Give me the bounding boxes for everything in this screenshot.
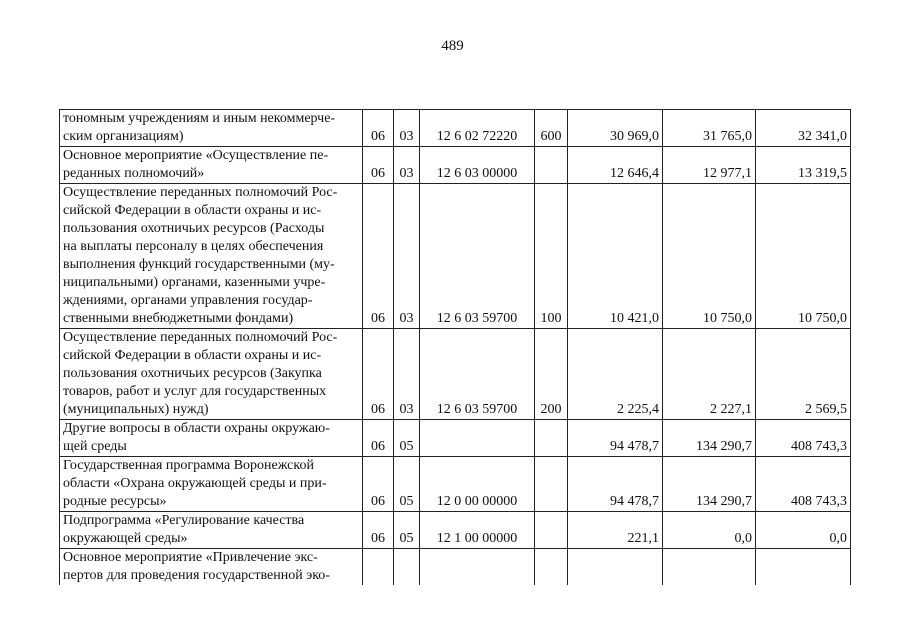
description-line: Основное мероприятие «Привлечение экс- — [63, 550, 318, 565]
table-row — [60, 110, 851, 147]
table-row — [60, 147, 851, 184]
description-line: пользования охотничьих ресурсов (Закупка — [63, 366, 322, 381]
amount-year3-cell: 408 743,3 — [756, 420, 851, 457]
amount-year1-cell: 12 646,4 — [568, 147, 663, 184]
target-article-cell: 12 6 02 72220 — [420, 110, 535, 147]
table-row-partial — [60, 549, 851, 586]
table-row — [60, 329, 851, 420]
target-article-cell: 12 6 03 00000 — [420, 147, 535, 184]
amount-year2-cell — [663, 549, 756, 586]
subsection-code-cell: 05 — [394, 420, 420, 457]
description-line: Другие вопросы в области охраны окружаю- — [63, 421, 330, 436]
target-article-cell: 12 6 03 59700 — [420, 184, 535, 329]
amount-year3-cell: 13 319,5 — [756, 147, 851, 184]
amount-year2-cell: 10 750,0 — [663, 184, 756, 329]
expense-type-cell: 100 — [535, 184, 568, 329]
item-name-cell — [60, 457, 363, 512]
amount-year1-cell: 221,1 — [568, 512, 663, 549]
subsection-code-cell — [394, 549, 420, 586]
amount-year1-cell: 94 478,7 — [568, 457, 663, 512]
description-line: Государственная программа Воронежской — [63, 458, 314, 473]
amount-year1-cell: 94 478,7 — [568, 420, 663, 457]
section-code-cell: 06 — [363, 147, 394, 184]
description-line: ждениями, органами управления государ- — [63, 293, 313, 308]
description-line: сийской Федерации в области охраны и ис- — [63, 348, 322, 363]
description-line: Осуществление переданных полномочий Рос- — [63, 185, 338, 200]
amount-year2-cell: 0,0 — [663, 512, 756, 549]
description-line: Осуществление переданных полномочий Рос- — [63, 330, 338, 345]
section-code-cell — [363, 549, 394, 586]
subsection-code-cell: 05 — [394, 457, 420, 512]
expense-type-cell — [535, 420, 568, 457]
description-line: пользования охотничьих ресурсов (Расходы — [63, 221, 325, 236]
section-code-cell: 06 — [363, 457, 394, 512]
item-name-cell — [60, 420, 363, 457]
description-line: сийской Федерации в области охраны и ис- — [63, 203, 322, 218]
amount-year2-cell: 134 290,7 — [663, 457, 756, 512]
amount-year1-cell — [568, 549, 663, 586]
description-line: реданных полномочий» — [63, 166, 205, 181]
subsection-code-cell: 03 — [394, 329, 420, 420]
target-article-cell: 12 6 03 59700 — [420, 329, 535, 420]
amount-year1-cell: 2 225,4 — [568, 329, 663, 420]
item-name-cell — [60, 549, 363, 586]
item-name-cell — [60, 110, 363, 147]
amount-year3-cell: 408 743,3 — [756, 457, 851, 512]
item-name-cell — [60, 512, 363, 549]
table-row — [60, 457, 851, 512]
description-line: щей среды — [63, 439, 127, 454]
amount-year2-cell: 134 290,7 — [663, 420, 756, 457]
description-line: на выплаты персоналу в целях обеспечения — [63, 239, 324, 254]
subsection-code-cell: 03 — [394, 184, 420, 329]
expense-type-cell — [535, 512, 568, 549]
description-line: области «Охрана окружающей среды и при- — [63, 476, 327, 491]
budget-table — [59, 109, 851, 585]
description-line: ственными внебюджетными фондами) — [63, 311, 294, 326]
target-article-cell — [420, 420, 535, 457]
table-row — [60, 420, 851, 457]
section-code-cell: 06 — [363, 420, 394, 457]
target-article-cell: 12 0 00 00000 — [420, 457, 535, 512]
description-line: ниципальными) органами, казенными учре- — [63, 275, 326, 290]
amount-year2-cell: 2 227,1 — [663, 329, 756, 420]
description-line: выполнения функций государственными (му- — [63, 257, 335, 272]
expense-type-cell: 200 — [535, 329, 568, 420]
section-code-cell: 06 — [363, 184, 394, 329]
amount-year2-cell: 12 977,1 — [663, 147, 756, 184]
table-row — [60, 184, 851, 329]
amount-year3-cell: 0,0 — [756, 512, 851, 549]
section-code-cell: 06 — [363, 512, 394, 549]
subsection-code-cell: 05 — [394, 512, 420, 549]
target-article-cell: 12 1 00 00000 — [420, 512, 535, 549]
subsection-code-cell: 03 — [394, 147, 420, 184]
expense-type-cell — [535, 457, 568, 512]
section-code-cell: 06 — [363, 329, 394, 420]
description-line: ским организациям) — [63, 129, 184, 144]
expense-type-cell — [535, 147, 568, 184]
description-line: товаров, работ и услуг для государственных — [63, 384, 327, 399]
amount-year3-cell — [756, 549, 851, 586]
description-line: Основное мероприятие «Осуществление пе- — [63, 148, 329, 163]
description-line: пертов для проведения государственной эко- — [63, 568, 330, 583]
description-line: Подпрограмма «Регулирование качества — [63, 513, 305, 528]
page-number: 489 — [441, 38, 464, 54]
subsection-code-cell: 03 — [394, 110, 420, 147]
item-name-cell — [60, 147, 363, 184]
target-article-cell — [420, 549, 535, 586]
description-line: родные ресурсы» — [63, 494, 167, 509]
description-line: тономным учреждениям и иным некоммерче- — [63, 111, 336, 126]
section-code-cell: 06 — [363, 110, 394, 147]
description-line: окружающей среды» — [63, 531, 188, 546]
item-name-cell — [60, 329, 363, 420]
item-name-cell — [60, 184, 363, 329]
amount-year3-cell: 32 341,0 — [756, 110, 851, 147]
expense-type-cell — [535, 549, 568, 586]
amount-year2-cell: 31 765,0 — [663, 110, 756, 147]
expense-type-cell: 600 — [535, 110, 568, 147]
amount-year1-cell: 30 969,0 — [568, 110, 663, 147]
amount-year3-cell: 10 750,0 — [756, 184, 851, 329]
amount-year1-cell: 10 421,0 — [568, 184, 663, 329]
table-row — [60, 512, 851, 549]
description-line: (муниципальных) нужд) — [63, 402, 209, 417]
amount-year3-cell: 2 569,5 — [756, 329, 851, 420]
